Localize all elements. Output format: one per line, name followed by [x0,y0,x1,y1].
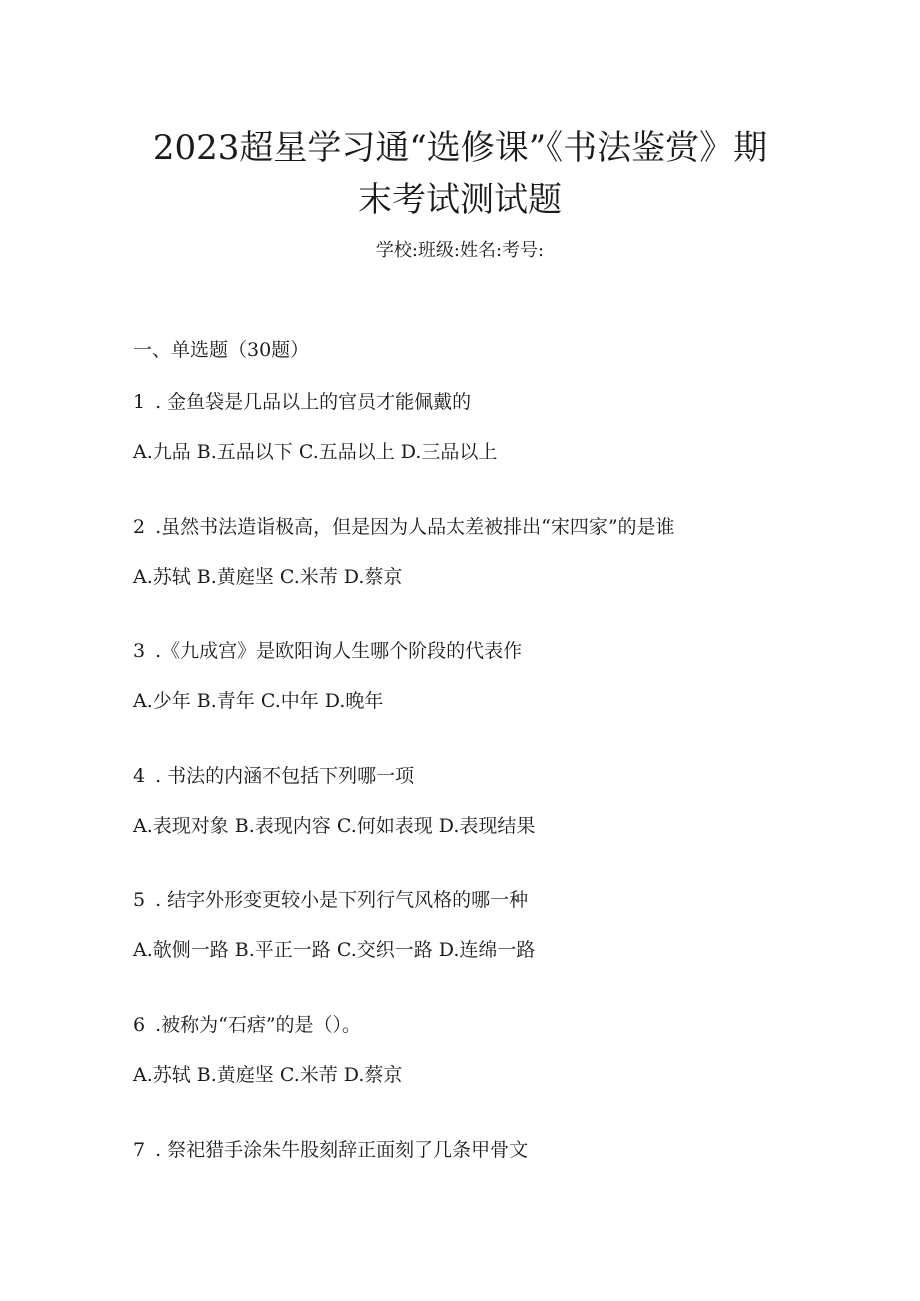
student-info-line: 学校:班级:姓名:考号: [375,240,545,261]
question-4 [133,762,414,790]
document-title-line-2: 末考试测试题 [358,180,562,220]
question-4-options: A.表现对象 B.表现内容 C.何如表现 D.表现结果 [133,815,536,837]
question-number: 4 [133,765,146,787]
question-text: . 金鱼袋是几品以上的官员才能佩戴的 [155,391,472,413]
question-text: .虽然书法造诣极高，但是因为人品太差被排出“宋四家”的是谁 [155,516,675,538]
question-5 [133,886,528,914]
question-text: .被称为“石痞”的是（）。 [155,1014,362,1036]
document-title-line-1: 2023超星学习通“选修课”《书法鉴赏》期 [152,128,768,168]
question-6 [133,1011,361,1039]
question-3 [133,637,522,665]
question-text: . 结字外形变更较小是下列行气风格的哪一种 [155,889,529,911]
question-2 [133,513,675,541]
question-1 [133,388,471,416]
question-2-options: A.苏轼 B.黄庭坚 C.米芾 D.蔡京 [133,566,403,588]
question-3-options: A.少年 B.青年 C.中年 D.晚年 [133,690,384,712]
question-7 [133,1136,528,1164]
section-heading: 一、单选题（30题） [133,339,310,361]
question-1-options: A.九品 B.五品以下 C.五品以上 D.三品以上 [133,441,498,463]
question-number: 3 [133,640,146,662]
question-5-options: A.欹侧一路 B.平正一路 C.交织一路 D.连绵一路 [133,939,536,961]
question-number: 5 [133,889,146,911]
question-number: 7 [133,1139,146,1161]
question-text: . 祭祀猎手涂朱牛股刻辞正面刻了几条甲骨文 [155,1139,529,1161]
question-text: .《九成宫》是欧阳询人生哪个阶段的代表作 [155,640,523,662]
question-number: 2 [133,516,146,538]
question-number: 6 [133,1014,146,1036]
question-number: 1 [133,391,146,413]
question-6-options: A.苏轼 B.黄庭坚 C.米芾 D.蔡京 [133,1064,403,1086]
question-text: . 书法的内涵不包括下列哪一项 [155,765,415,787]
